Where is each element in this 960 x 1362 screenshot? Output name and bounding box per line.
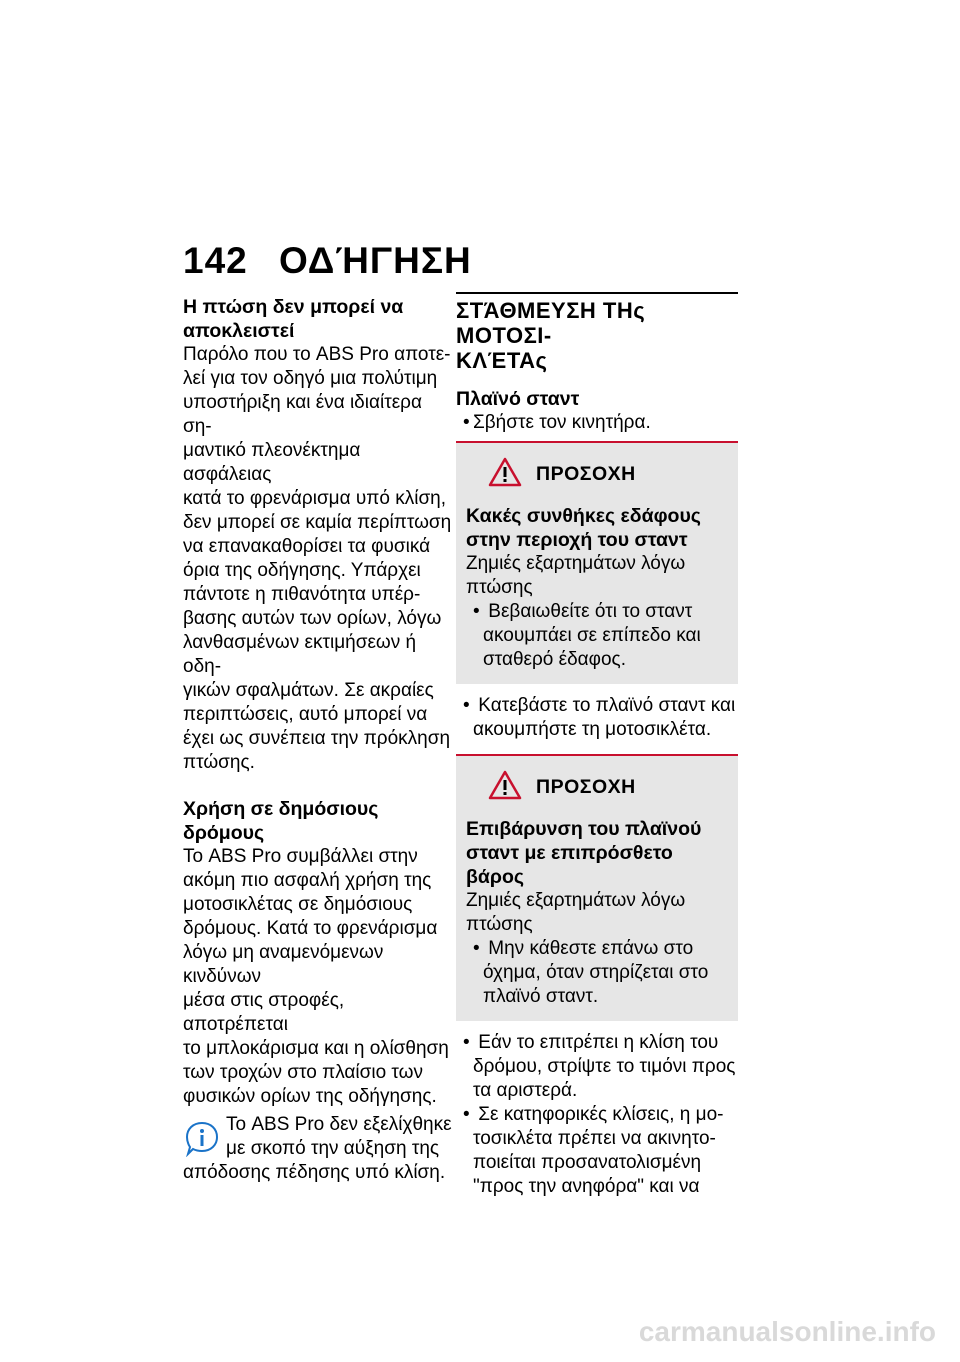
side-stand-heading: Πλαϊνό σταντ — [456, 388, 580, 410]
section-heading-public-roads: Χρήση σε δημόσιους δρόμους — [183, 798, 379, 844]
caution-box-load — [456, 756, 738, 1021]
caution-title: Επιβάρυνση του πλαϊνού σταντ με επιπρόσθετο βάρος — [466, 818, 702, 888]
section-heading-fall: Η πτώση δεν μπορεί να αποκλειστεί — [183, 296, 404, 342]
step-turn-handlebar: • Εάν το επιτρέπει η κλίση του δρόμου, στρίψτε το τιμόνι προς τα αριστερά. — [456, 1031, 738, 1103]
watermark: carmanualsonline.info — [638, 1316, 936, 1347]
caution-body: Ζημιές εξαρτημάτων λόγω πτώσης — [466, 553, 686, 598]
public-roads-paragraph: Το ABS Pro συμβάλλει στην ακόμη πιο ασφαλή χρήση της μοτοσικλέτας σε δημόσιους δρόμους. Κατά το φρενάρισμα λόγω μη αναμενόμενων κινδύνων μέσα στις στροφές, αποτρέπεται το μπλοκάρισμα και η ολίσθηση των τροχών στο πλαίσιο των φυσικών ορίων της οδήγησης. — [183, 846, 449, 1107]
caution-title: Κακές συνθήκες εδάφους στην περιοχή του σταντ — [466, 505, 701, 551]
fall-paragraph: Παρόλο που το ABS Pro αποτε- λεί για τον οδηγό μια πολύτιμη υποστήριξη και ένα ιδιαίτερα ση- μαντικό πλεονέκτημα ασφάλειας κατά το φρενάρισμα υπό κλίση, δεν μπορεί σε καμία περίπτωση να επανακαθορίσει τα φυσικά όρια της οδήγησης. Υπάρχει πάντοτε η πιθανότητα υπέρ- βασης αυτών των ορίων, λόγω λανθασμένων εκτιμήσεων ή οδη- γικών σφαλμάτων. Σε ακραίες περιπτώσεις, αυτό μπορεί να έχει ως συνέπεια την πρόκληση πτώσης. — [183, 344, 452, 773]
caution-instruction: • Βεβαιωθείτε ότι το σταντ ακουμπάει σε επίπεδο και σταθερό έδαφος. — [466, 600, 730, 672]
step-lower-stand: • Κατεβάστε το πλαϊνό σταντ και ακουμπήστε τη μοτοσικλέτα. — [456, 694, 738, 742]
caution-body: Ζημιές εξαρτημάτων λόγω πτώσης — [466, 890, 686, 935]
warning-triangle-icon — [488, 770, 522, 805]
step-engine-off: • Σβήστε τον κινητήρα. — [456, 411, 738, 435]
caution-label: ΠΡΟΣΟΧΗ — [536, 463, 636, 485]
caution-label: ΠΡΟΣΟΧΗ — [536, 776, 636, 798]
left-column — [183, 295, 453, 1185]
caution-instruction: • Μην κάθεστε επάνω στο όχημα, όταν στηρίζεται στο πλαϊνό σταντ. — [466, 937, 730, 1009]
caution-box-ground — [456, 441, 738, 684]
right-column — [456, 292, 738, 1199]
chapter-title: ΟΔΉΓΗΣΗ — [279, 240, 472, 281]
info-icon — [185, 1121, 219, 1164]
page-number: 142 — [183, 240, 248, 281]
warning-triangle-icon — [488, 457, 522, 492]
info-note: Το ABS Pro δεν εξελίχθηκε με σκοπό την αύξηση της απόδοσης πέδησης υπό κλίση. — [183, 1114, 452, 1183]
parking-section-title: ΣΤΆΘΜΕΥΣΗ ΤΗς ΜΟΤΟΣΙ- ΚΛΈΤΑς — [456, 292, 738, 373]
step-downhill: • Σε κατηφορικές κλίσεις, η μο- τοσικλέτα πρέπει να ακινητο- ποιείται προσανατολισμένη "προς την ανηφόρα" και να — [456, 1103, 738, 1199]
page-header — [183, 240, 472, 282]
